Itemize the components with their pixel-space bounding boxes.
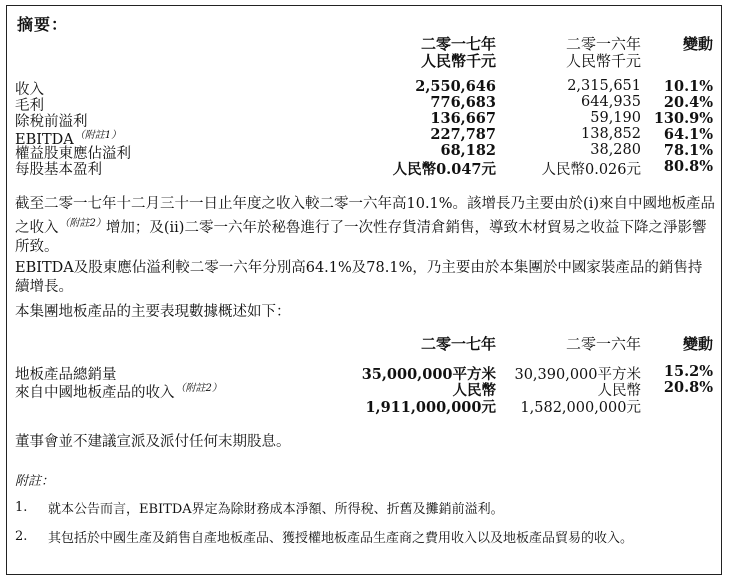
flooring-revenue-2016-unit: 人民幣 xyxy=(597,383,641,399)
row-ebitda-change: 64.1% xyxy=(663,126,713,143)
revenue-paragraph-note: （附註2） xyxy=(59,218,106,229)
row-ebitda-2017: 227,787 xyxy=(430,126,496,143)
row-eps-2016: 人民幣0.026元 xyxy=(541,162,641,178)
row-attributable-profit-2017: 68,182 xyxy=(440,142,496,159)
row-pbt-change: 130.9% xyxy=(653,110,713,127)
header-change: 變動 xyxy=(682,35,713,53)
row-attributable-profit-2016: 38,280 xyxy=(590,142,641,158)
row-gross-profit-change: 20.4% xyxy=(663,94,713,111)
header-2016-unit: 人民幣千元 xyxy=(565,52,641,70)
summary-title: 摘要： xyxy=(17,15,69,34)
flooring-revenue-2016-amount: 1,582,000,000元 xyxy=(520,400,641,416)
flooring-revenue-note: （附註2） xyxy=(175,383,222,394)
header-2017-unit: 人民幣千元 xyxy=(420,52,496,70)
row-ebitda-2016: 138,852 xyxy=(581,126,641,142)
flooring-intro: 本集團地板產品的主要表現數據概述如下： xyxy=(15,304,291,320)
row-revenue-change: 10.1% xyxy=(663,78,713,95)
flooring-revenue-2017-amount: 1,911,000,000元 xyxy=(365,399,496,416)
row-ebitda-label-text: EBITDA xyxy=(15,132,74,148)
row-pbt-label: 除稅前溢利 xyxy=(15,114,88,130)
row-pbt-2017: 136,667 xyxy=(430,110,496,127)
header-2016-year: 二零一六年 xyxy=(565,35,641,53)
footnote-1-text: 就本公告而言，EBITDA界定為除財務成本淨額、所得稅、折舊及攤銷前溢利。 xyxy=(48,502,504,517)
row-ebitda-note: （附註1） xyxy=(74,130,122,141)
footnote-2-text: 其包括於中國生產及銷售自產地板產品、獲授權地板產品生產商之費用收入以及地板產品貿易的收入。 xyxy=(48,531,634,546)
flooring-volume-2016: 30,390,000平方米 xyxy=(514,367,641,383)
flooring-header-2017: 二零一七年 xyxy=(420,335,496,353)
flooring-header-2016: 二零一六年 xyxy=(565,335,641,353)
summary-frame xyxy=(6,5,722,575)
row-revenue-2017: 2,550,646 xyxy=(415,78,496,95)
header-2017-year: 二零一七年 xyxy=(420,35,496,53)
row-attributable-profit-change: 78.1% xyxy=(663,142,713,159)
row-revenue-2016: 2,315,651 xyxy=(567,78,641,94)
flooring-revenue-label-text: 來自中國地板產品的收入 xyxy=(15,385,175,401)
flooring-header-change: 變動 xyxy=(682,335,713,353)
row-eps-2017: 人民幣0.047元 xyxy=(392,161,496,178)
row-gross-profit-label: 毛利 xyxy=(15,98,44,114)
flooring-revenue-change: 20.8% xyxy=(663,379,713,396)
row-gross-profit-2017: 776,683 xyxy=(430,94,496,111)
row-attributable-profit-label: 權益股東應佔溢利 xyxy=(15,146,131,162)
flooring-volume-2017: 35,000,000平方米 xyxy=(361,366,496,383)
header-2016 xyxy=(566,36,641,70)
flooring-volume-label: 地板產品總銷量 xyxy=(15,367,117,383)
revenue-paragraph xyxy=(15,195,715,257)
revenue-paragraph-text-a: 截至二零一七年十二月三十一日止年度之收入較二零一六年高10.1%。該增長乃主要由於(i)來自中國地板產品之收入 xyxy=(15,196,716,236)
row-pbt-2016: 59,190 xyxy=(590,110,641,126)
dividend-statement: 董事會並不建議宣派及派付任何末期股息。 xyxy=(15,434,291,450)
revenue-paragraph-text-b: 增加；及(ii)二零一六年於秘魯進行了一次性存貨清倉銷售，導致木材貿易之收益下降之淨影響所致。 xyxy=(15,220,707,255)
ebitda-paragraph: EBITDA及股東應佔溢利較二零一六年分別高64.1%及78.1%，乃主要由於本集團於中國家裝產品的銷售持續增長。 xyxy=(15,260,703,295)
row-gross-profit-2016: 644,935 xyxy=(581,94,641,110)
footnotes-title: 附註： xyxy=(15,474,55,489)
flooring-volume-change: 15.2% xyxy=(663,363,713,380)
row-eps-label: 每股基本盈利 xyxy=(15,162,102,178)
flooring-revenue-label xyxy=(15,379,222,402)
row-revenue-label: 收入 xyxy=(15,82,44,98)
footnote-2-number: 2. xyxy=(15,529,28,544)
flooring-revenue-2017-unit: 人民幣 xyxy=(452,382,496,399)
footnote-1-number: 1. xyxy=(15,500,28,515)
row-eps-change: 80.8% xyxy=(663,158,713,175)
header-2017 xyxy=(421,36,496,70)
